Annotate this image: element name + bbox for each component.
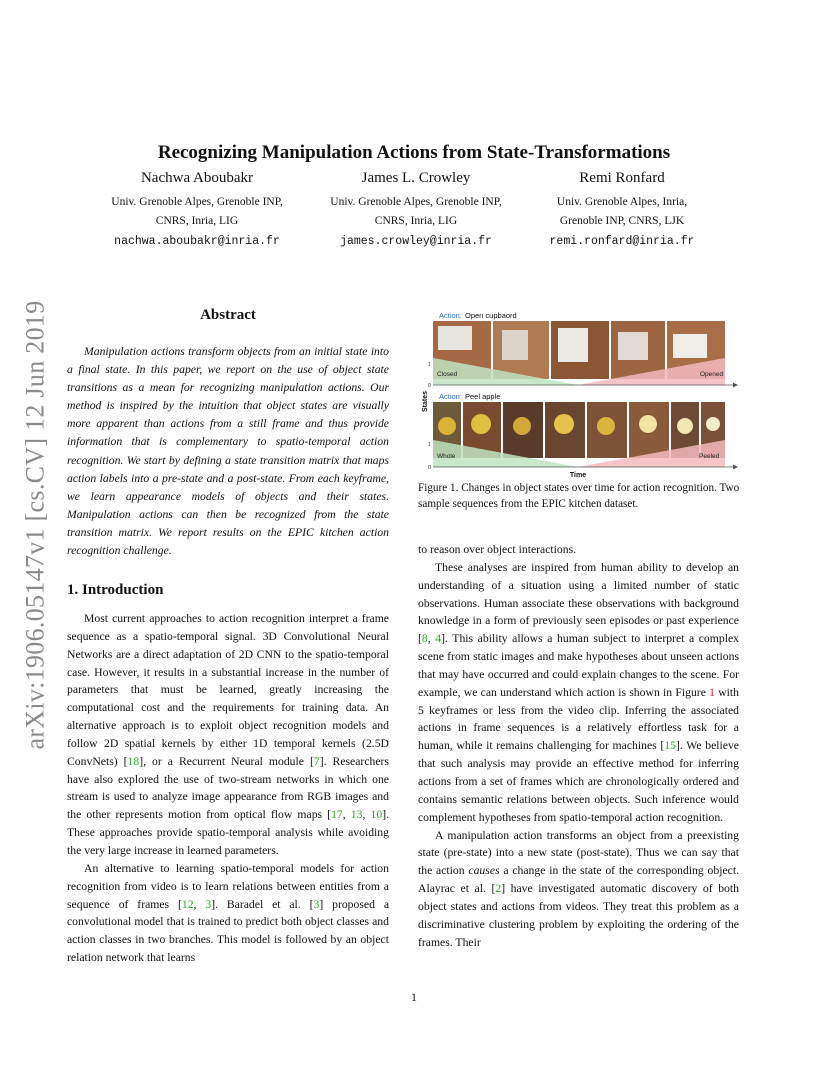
author-email: remi.ronfard@inria.fr	[549, 235, 695, 248]
panel2-state-start: Whole	[437, 453, 456, 460]
author-block	[301, 167, 531, 253]
keyframe-detail	[438, 417, 456, 435]
page-number: 1	[411, 990, 417, 1004]
author-affiliation: CNRS, Inria, LIG	[155, 215, 239, 227]
keyframe-detail	[558, 328, 588, 362]
author-block	[507, 167, 737, 253]
author-affiliation: Univ. Grenoble Alpes, Grenoble INP,	[111, 196, 283, 208]
author-name: Remi Ronfard	[579, 170, 665, 186]
author-name: Nachwa Aboubakr	[140, 170, 254, 186]
panel1-state-start: Closed	[437, 371, 458, 378]
keyframe-detail	[554, 414, 574, 434]
panel2-tick-0: 0	[428, 465, 432, 471]
keyframe-detail	[513, 417, 531, 435]
citation-link[interactable]: 13	[350, 808, 363, 822]
author-affiliation: Grenoble INP, CNRS, LJK	[559, 215, 685, 227]
right-column-body	[418, 541, 739, 951]
author-affiliation: CNRS, Inria, LIG	[374, 215, 458, 227]
paragraph: to reason over object interactions.	[418, 543, 577, 556]
paragraph: Most current approaches to action recognition interpret a frame sequence as a spatio-temporal signal. 3D Convolutional Neural Networks are a direct adaptation of 2D CNN to the spatio-temporal case. However, it results in a substantial increase in the number of parameters that must be learned, greatly increasing the computational cost and the requirements for training data. An alternative approach is to exploit object recognition models and follow 2D spatial kernels by either 1D temporal kernels (2.5D ConvNets) [18], or a Recurrent Neural module [7]. Researchers have also explored the use of two-stream networks in which one stream is used to analyze image appearance from RGB images and the other represents motion from optical flow maps [17, 13, 10]. These approaches provide spatio-temporal analysis while avoiding the very large increase in learned parameters.	[67, 612, 390, 857]
citation-link[interactable]: 2	[495, 882, 502, 896]
author-name: James L. Crowley	[361, 170, 471, 186]
panel1-axis-arrow	[733, 383, 738, 388]
abstract-heading: Abstract	[200, 307, 256, 323]
introduction-body	[67, 610, 389, 967]
citation-link[interactable]: 15	[664, 739, 676, 753]
citation-link[interactable]: 10	[370, 808, 383, 822]
keyframe-detail	[438, 326, 472, 350]
panel1-tick-1: 1	[428, 362, 432, 368]
state-transition-figure	[418, 308, 740, 480]
citation-link[interactable]: 7	[313, 754, 320, 768]
author-affiliation: Univ. Grenoble Alpes, Inria,	[556, 196, 688, 208]
citation-link[interactable]: 8	[421, 632, 428, 646]
citation-link[interactable]: 18	[127, 754, 140, 768]
paragraph: These analyses are inspired from human ability to develop an understanding of a situation using a limited number of static observations. Human associate these observations with background knowledge in a form of previously seen episodes or past experience [8, 4]. This ability allows a human subject to interpret a complex scene from static images and make hypotheses about unseen actions that may have occurred and could explain changes to the scene. For example, we can understand which action is shown in Figure 1 with 5 keyframes or less from the video clip. Inferring the associated actions in frame sequences is a relatively effortless task for a human, while it remains challenging for machines [15]. We believe that such analysis may provide an effective method for inferring actions from a set of frames which are chronologically ordered and contains semantic relations between objects. Such inference would complement hypotheses from spatio-temporal action recognition.	[418, 560, 739, 824]
panel2-action-label: Action:	[439, 392, 462, 401]
keyframe-detail	[471, 414, 491, 434]
panel1-state-end: Opened	[700, 371, 724, 378]
x-axis-label: Time	[569, 472, 587, 479]
panel1-action-name: Open cupbaord	[465, 311, 517, 320]
keyframe-detail	[677, 418, 693, 434]
citation-link[interactable]: 12	[181, 897, 194, 911]
panel2-state-end: Peeled	[699, 453, 720, 460]
keyframe-detail	[706, 417, 720, 431]
keyframe-detail	[673, 334, 707, 358]
panel1-action-label: Action:	[439, 311, 462, 320]
abstract-text: Manipulation actions transform objects from an initial state into a final state. In this paper, we report on the use of object state transitions as a mean for recognizing manipulation actions. Our method is inspired by the intuition that object states are visually more apparent than actions from a still frame and thus provide information that is complementary to spatio-temporal action recognition. We start by defining a state transition matrix that maps action labels into a pre-state and a post-state. From each keyframe, we learn appearance models of objects and their states. Manipulation actions can then be recognized from the state transition matrix. We report results on the EPIC kitchen action recognition challenge.	[67, 345, 389, 558]
keyframe-detail	[597, 417, 615, 435]
arxiv-stamp	[18, 290, 54, 760]
author-block	[82, 167, 312, 253]
figure-1	[418, 308, 740, 480]
keyframe-detail	[502, 330, 528, 360]
panel1-tick-0: 0	[428, 383, 432, 389]
paragraph: A manipulation action transforms an object from a preexisting state (pre-state) into a new state (post-state). Thus we can say that the action causes a change in the state of the corresponding object. Alayrac et al. [2] have investigated automatic discovery of both object states and actions from videos. They treat this problem as a discriminative clustering problem by exploiting the ordering of the frames. Their	[418, 828, 740, 949]
figure-reference-link[interactable]: 1	[709, 685, 715, 699]
author-affiliation: Univ. Grenoble Alpes, Grenoble INP,	[330, 196, 502, 208]
paper-title: Recognizing Manipulation Actions from State-Transformations	[157, 142, 671, 163]
section-heading-introduction: 1. Introduction	[67, 582, 164, 598]
y-axis-label: States	[422, 390, 429, 412]
figure-caption: Figure 1. Changes in object states over time for action recognition. Two sample sequences from the EPIC kitchen dataset.	[418, 482, 740, 510]
author-email: nachwa.aboubakr@inria.fr	[114, 235, 280, 248]
author-email: james.crowley@inria.fr	[340, 235, 492, 248]
panel2-action-name: Peel apple	[465, 392, 501, 401]
keyframe-detail	[618, 332, 648, 360]
citation-link[interactable]: 3	[313, 897, 320, 911]
panel2-axis-arrow	[733, 465, 738, 470]
panel2-tick-1: 1	[428, 442, 432, 448]
arxiv-stamp-text: arXiv:1906.05147v1 [cs.CV] 12 Jun 2019	[21, 300, 51, 750]
citation-link[interactable]: 4	[435, 632, 442, 646]
citation-link[interactable]: 17	[331, 808, 343, 822]
keyframe-detail	[639, 415, 657, 433]
citation-link[interactable]: 3	[205, 897, 212, 911]
paragraph: An alternative to learning spatio-temporal models for action recognition from video is to learn relations between entities from a sequence of frames [12, 3]. Baradel et al. [3] proposed a convolutional model that is trained to predict both object classes and action classes in two branches. This model is followed by an object relation network that learns	[67, 861, 390, 965]
